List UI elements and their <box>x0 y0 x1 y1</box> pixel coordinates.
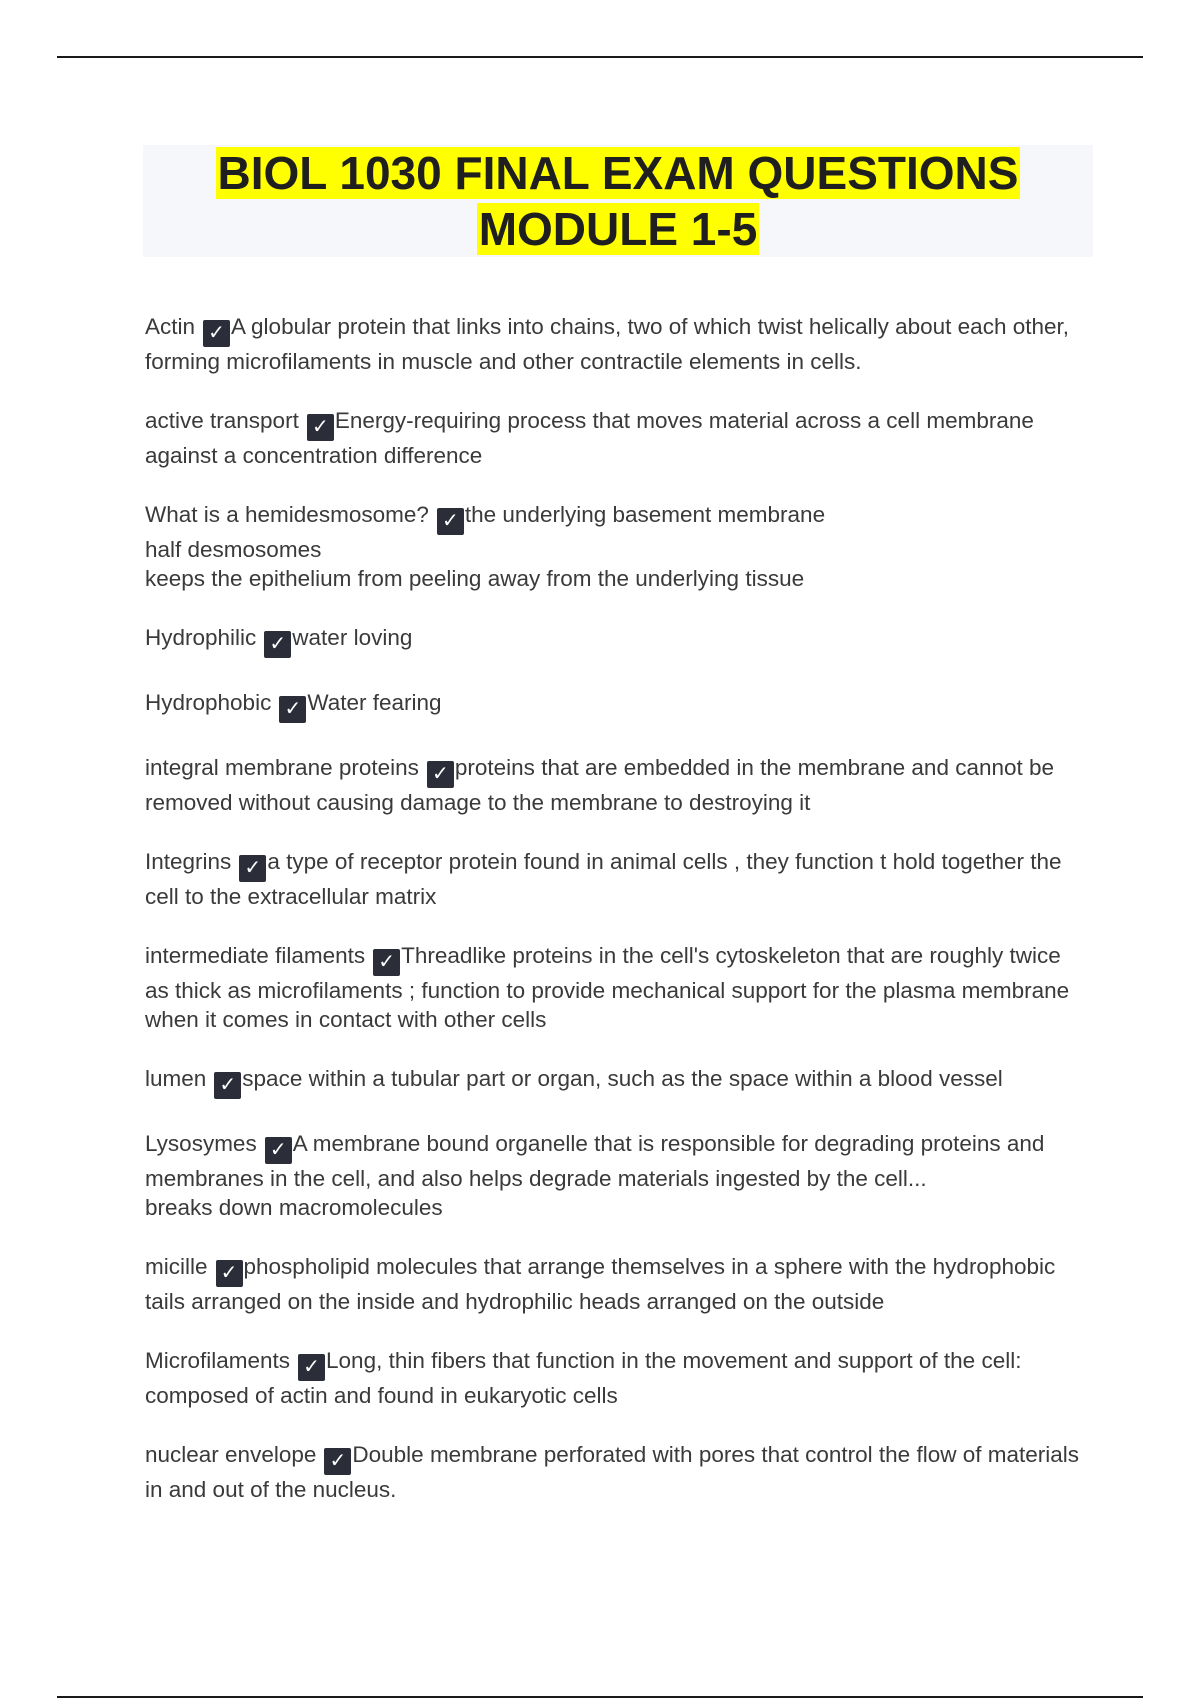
check-box-icon: ✓ <box>324 1448 351 1475</box>
check-box-icon: ✓ <box>214 1072 241 1099</box>
check-box-icon: ✓ <box>437 508 464 535</box>
definition: Threadlike proteins in the cell's cytoskeleton that are roughly twice as thick as microfilaments ; function to provide mechanical support for the plasma membrane when it comes in contact with other cells <box>145 943 1070 1032</box>
check-box-icon: ✓ <box>307 414 334 441</box>
check-box-icon: ✓ <box>239 855 266 882</box>
title-line-2 <box>143 201 1093 257</box>
top-divider <box>57 56 1143 58</box>
definition: Long, thin fibers that function in the movement and support of the cell: composed of actin and found in eukaryotic cells <box>145 1348 1022 1408</box>
definition: Double membrane perforated with pores that control the flow of materials in and out of the nucleus. <box>145 1442 1080 1502</box>
qa-item <box>145 688 1090 723</box>
qa-item <box>145 406 1090 470</box>
title-line-1 <box>143 145 1093 201</box>
definition: the underlying basement membrane half desmosomes keeps the epithelium from peeling away from the underlying tissue <box>145 502 826 591</box>
definition: A membrane bound organelle that is responsible for degrading proteins and membranes in the cell, and also helps degrade materials ingested by the cell... breaks down macromolecules <box>145 1131 1045 1220</box>
term: What is a hemidesmosome? <box>145 502 429 527</box>
check-box-icon: ✓ <box>265 1137 292 1164</box>
definition: space within a tubular part or organ, such as the space within a blood vessel <box>242 1066 1003 1091</box>
check-box-icon: ✓ <box>373 949 400 976</box>
check-box-icon: ✓ <box>279 696 306 723</box>
term: Actin <box>145 314 196 339</box>
bottom-divider <box>57 1696 1143 1698</box>
check-box-icon: ✓ <box>427 761 454 788</box>
check-box-icon: ✓ <box>203 320 230 347</box>
title-text-1: BIOL 1030 FINAL EXAM QUESTIONS <box>217 147 1019 199</box>
term: Integrins <box>145 849 232 874</box>
term: intermediate filaments <box>145 943 366 968</box>
term: active transport <box>145 408 299 433</box>
check-box-icon: ✓ <box>264 631 291 658</box>
term: integral membrane proteins <box>145 755 419 780</box>
definition: Water fearing <box>307 690 442 715</box>
definition: water loving <box>292 625 413 650</box>
qa-item <box>145 847 1090 911</box>
check-box-icon: ✓ <box>298 1354 325 1381</box>
term: Lysosymes <box>145 1131 257 1156</box>
qa-list <box>145 312 1090 1534</box>
term: Microfilaments <box>145 1348 291 1373</box>
qa-item <box>145 1440 1090 1504</box>
definition: phospholipid molecules that arrange themselves in a sphere with the hydrophobic tails arranged on the inside and hydrophilic heads arranged on the outside <box>145 1254 1056 1314</box>
qa-item <box>145 312 1090 376</box>
definition: A globular protein that links into chains, two of which twist helically about each other, forming microfilaments in muscle and other contractile elements in cells. <box>145 314 1070 374</box>
check-box-icon: ✓ <box>216 1260 243 1287</box>
term: nuclear envelope <box>145 1442 317 1467</box>
qa-item <box>145 941 1090 1034</box>
definition: Energy-requiring process that moves material across a cell membrane against a concentration difference <box>145 408 1034 468</box>
term: Hydrophilic <box>145 625 257 650</box>
term: Hydrophobic <box>145 690 272 715</box>
qa-item <box>145 1252 1090 1316</box>
definition: a type of receptor protein found in animal cells , they function t hold together the cell to the extracellular matrix <box>145 849 1062 909</box>
term: micille <box>145 1254 208 1279</box>
qa-item <box>145 500 1090 593</box>
document-title <box>143 145 1093 257</box>
definition: proteins that are embedded in the membrane and cannot be removed without causing damage to the membrane to destroying it <box>145 755 1055 815</box>
qa-item <box>145 1346 1090 1410</box>
term: lumen <box>145 1066 207 1091</box>
qa-item <box>145 1064 1090 1099</box>
qa-item <box>145 753 1090 817</box>
qa-item <box>145 1129 1090 1222</box>
title-text-2: MODULE 1-5 <box>478 203 758 255</box>
qa-item <box>145 623 1090 658</box>
